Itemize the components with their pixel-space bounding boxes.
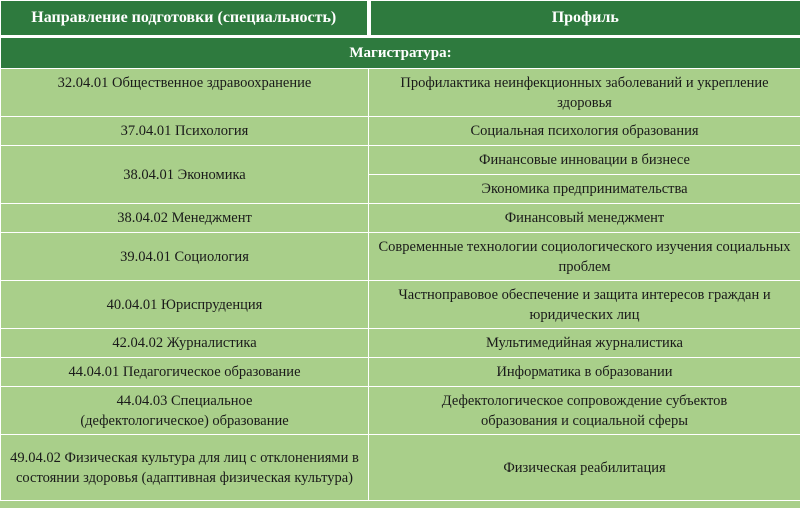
direction-cell: 42.04.02 Журналистика [1,329,369,358]
profile-cell: Информатика в образовании [369,358,800,387]
direction-cell: 44.04.03 Специальное (дефектологическое) образование [1,387,369,435]
direction-cell: 39.04.01 Социология [1,233,369,281]
profile-cell: Финансовый менеджмент [369,204,800,233]
direction-cell: 38.04.01 Экономика [1,146,369,204]
direction-cell: 38.04.02 Менеджмент [1,204,369,233]
table-header-row [1,1,800,37]
direction-cell: 40.04.01 Юриспруденция [1,281,369,329]
table-row [1,387,800,435]
table-row [1,435,800,501]
table-row [1,117,800,146]
profile-cell: Дефектологическое сопровождение субъектов образования и социальной сферы [369,387,800,435]
profile-cell: Профилактика неинфекционных заболеваний и укрепление здоровья [369,69,800,117]
profile-cell: Финансовые инновации в бизнесе [369,146,800,175]
table-row [1,69,800,117]
section-row [1,37,800,69]
table-row [1,281,800,329]
table-row [1,204,800,233]
direction-cell: 32.04.01 Общественное здравоохранение [1,69,369,117]
table-row [1,146,800,175]
table-row [1,358,800,387]
direction-cell: 37.04.01 Психология [1,117,369,146]
profile-cell: Физическая реабилитация [369,435,800,501]
profile-cell: Социальная психология образования [369,117,800,146]
profile-cell: Частноправовое обеспечение и защита интересов граждан и юридических лиц [369,281,800,329]
section-title: Магистратура: [1,37,800,69]
direction-cell: 44.04.01 Педагогическое образование [1,358,369,387]
header-profile: Профиль [369,1,800,37]
direction-cell: 49.04.02 Физическая культура для лиц с отклонениями в состоянии здоровья (адаптивная физическая культура) [1,435,369,501]
table-row [1,233,800,281]
profile-cell: Современные технологии социологического изучения социальных проблем [369,233,800,281]
profile-cell: Экономика предпринимательства [369,175,800,204]
profile-cell: Мультимедийная журналистика [369,329,800,358]
header-direction: Направление подготовки (специальность) [1,1,369,37]
table-row [1,329,800,358]
